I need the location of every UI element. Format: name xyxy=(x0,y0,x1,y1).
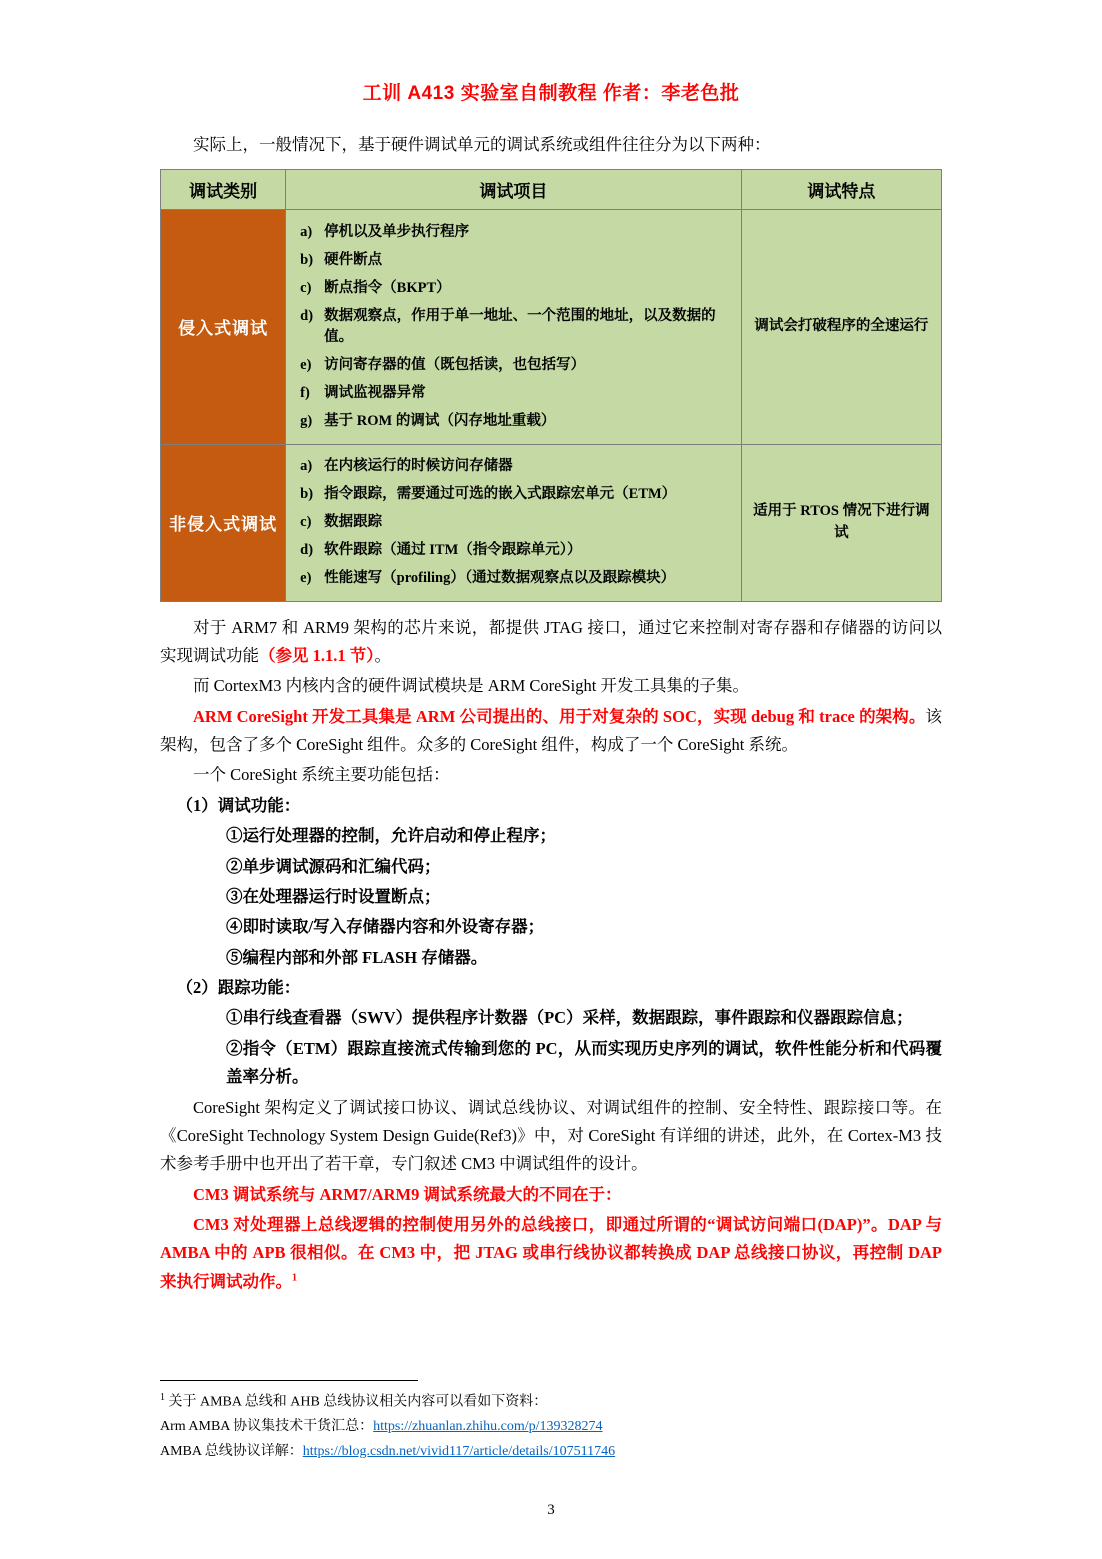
list-item-marker: c) xyxy=(300,514,312,531)
paragraph-jtag-end: 。 xyxy=(374,645,391,665)
list-item xyxy=(300,481,731,509)
debug-function-item-4: ④即时读取/写入存储器内容和外设寄存器； xyxy=(226,917,545,937)
list-item-label: 停机以及单步执行程序 xyxy=(324,223,470,240)
list-item-marker: b) xyxy=(300,486,314,503)
list-item xyxy=(300,379,731,407)
list-item-marker: b) xyxy=(300,251,314,268)
paragraph-jtag-text: 对于 ARM7 和 ARM9 架构的芯片来说，都提供 JTAG 接口，通过它来控制对寄存器和存储器的访问以实现调试功能 xyxy=(160,617,942,665)
table-header-items: 调试项目 xyxy=(286,170,742,210)
list-item xyxy=(300,453,731,481)
coresight-definition-highlight: ARM CoreSight 开发工具集是 ARM 公司提出的、用于对复杂的 SOC，实现 debug 和 trace 的架构。 xyxy=(193,706,926,726)
list-item-label: 软件跟踪（通过 ITM（指令跟踪单元）） xyxy=(324,542,582,559)
footnote-link-zhihu[interactable]: https://zhuanlan.zhihu.com/p/139328274 xyxy=(373,1419,603,1434)
footnote-text: 关于 AMBA 总线和 AHB 总线协议相关内容可以看如下资料： xyxy=(168,1394,548,1410)
table-row xyxy=(161,444,942,601)
footnote-line-2 xyxy=(160,1415,942,1440)
footnote-link-label-amba-detail: AMBA 总线协议详解： xyxy=(160,1443,303,1459)
row-items xyxy=(286,210,742,444)
row-items xyxy=(286,444,742,601)
list-item-marker: e) xyxy=(300,570,312,587)
list-item-marker: g) xyxy=(300,412,313,429)
section-debug-function-title: （1）调试功能： xyxy=(176,795,301,815)
footnote-divider xyxy=(160,1380,418,1381)
coresight-definition-rest: 该架构，包含了多个 CoreSight 组件。众多的 CoreSight 组件，构成了一个 CoreSight 系统。 xyxy=(160,706,942,755)
debug-function-item-3: ③在处理器运行时设置断点； xyxy=(226,886,441,906)
list-item-marker: f) xyxy=(300,384,310,401)
footnote-link-csdn[interactable]: https://blog.csdn.net/vivid117/article/details/107511746 xyxy=(302,1443,616,1459)
list-item-label: 断点指令（BKPT） xyxy=(324,279,451,296)
list-item xyxy=(300,537,731,565)
paragraph-coresight-functions-intro: 一个 CoreSight 系统主要功能包括： xyxy=(193,765,450,785)
list-item xyxy=(300,274,731,302)
list-item-marker: a) xyxy=(300,458,313,474)
list-item-label: 数据跟踪 xyxy=(324,514,383,531)
footnote-area xyxy=(160,1380,942,1464)
paragraph-jtag-reference: （参见 1.1.1 节） xyxy=(259,645,375,665)
list-item-marker: c) xyxy=(300,279,312,296)
paragraph-cm3-dap xyxy=(160,1211,942,1296)
paragraph-coresight-architecture: CoreSight 架构定义了调试接口协议、调试总线协议、对调试组件的控制、安全特性、跟踪接口等。在《CoreSight Technology System Design Guide(Ref3)》中，对 CoreSight 有详细的讲述，此外，在 Cortex-M3 技术参考手册中也开出了若干章，专门叙述 CM3 中调试组件的设计。 xyxy=(160,1097,942,1174)
footnote-line-3 xyxy=(160,1440,942,1465)
intro-paragraph: 实际上，一般情况下，基于硬件调试单元的调试系统或组件往往分为以下两种： xyxy=(193,135,771,154)
list-item-label: 基于 ROM 的调试（闪存地址重载） xyxy=(324,412,556,429)
list-item-label: 数据观察点，作用于单一地址、一个范围的地址，以及数据的值。 xyxy=(324,307,716,345)
list-item-label: 访问寄存器的值（既包括读，也包括写） xyxy=(324,356,586,373)
paragraph-coresight-subset: 而 CortexM3 内核内含的硬件调试模块是 ARM CoreSight 开发工具集的子集。 xyxy=(193,676,749,696)
footnote-link-label-amba: Arm AMBA 协议集技术干货汇总： xyxy=(160,1419,374,1434)
list-item-label: 在内核运行的时候访问存储器 xyxy=(324,458,513,474)
paragraph-jtag xyxy=(160,614,942,671)
section-trace-function-title: （2）跟踪功能： xyxy=(176,978,301,998)
row-feature: 适用于 RTOS 情况下进行调试 xyxy=(741,444,941,601)
list-item xyxy=(300,246,731,274)
list-item-marker: d) xyxy=(300,542,314,559)
cm3-dap-highlight: CM3 对处理器上总线逻辑的控制使用另外的总线接口，即通过所谓的“调试访问端口(DAP)”。DAP 与 AMBA 中的 APB 很相似。在 CM3 中，把 JTAG 或串行线协议都转换成 DAP 总线接口协议，再控制 DAP 来执行调试动作。 xyxy=(160,1215,942,1291)
row-feature: 调试会打破程序的全速运行 xyxy=(741,210,941,444)
debug-function-item-5: ⑤编程内部和外部 FLASH 存储器。 xyxy=(226,947,488,967)
trace-function-item-1: ①串行线查看器（SWV）提供程序计数器（PC）采样，数据跟踪，事件跟踪和仪器跟踪信息； xyxy=(226,1008,913,1028)
debug-function-item-1: ①运行处理器的控制，允许启动和停止程序； xyxy=(226,826,556,846)
list-item-label: 调试监视器异常 xyxy=(324,384,426,401)
trace-function-item-2: ②指令（ETM）跟踪直接流式传输到您的 PC，从而实现历史序列的调试，软件性能分析和代码覆盖率分析。 xyxy=(226,1038,942,1087)
footnote-line-1 xyxy=(160,1389,942,1415)
list-item-label: 指令跟踪，需要通过可选的嵌入式跟踪宏单元（ETM） xyxy=(324,486,677,503)
page-header-title: 工训 A413 实验室自制教程 作者：李老色批 xyxy=(362,83,740,104)
debug-function-item-2: ②单步调试源码和汇编代码； xyxy=(226,856,441,876)
footnote-marker: 1 xyxy=(160,1391,165,1403)
item-list xyxy=(300,453,731,593)
list-item xyxy=(300,302,731,351)
table-header-category: 调试类别 xyxy=(161,170,286,210)
paragraph-cm3-difference-title xyxy=(160,1181,942,1209)
list-item-label: 性能速写（profiling）（通过数据观察点以及跟踪模块） xyxy=(324,570,676,587)
list-item-marker: d) xyxy=(300,307,314,324)
list-item xyxy=(300,351,731,379)
item-list xyxy=(300,218,731,435)
list-item xyxy=(300,407,731,435)
table-row xyxy=(161,210,942,444)
row-category: 侵入式调试 xyxy=(161,210,286,444)
list-item-marker: a) xyxy=(300,223,313,240)
list-item-label: 硬件断点 xyxy=(324,251,383,268)
debug-types-table xyxy=(160,169,942,601)
list-item xyxy=(300,218,731,246)
page-number: 3 xyxy=(547,1502,555,1518)
list-item-marker: e) xyxy=(300,356,312,373)
table-header-row xyxy=(161,170,942,210)
paragraph-coresight-definition xyxy=(160,703,942,760)
list-item xyxy=(300,509,731,537)
row-category: 非侵入式调试 xyxy=(161,444,286,601)
table-header-feature: 调试特点 xyxy=(741,170,941,210)
list-item xyxy=(300,565,731,593)
footnote-reference-marker: 1 xyxy=(292,1272,297,1284)
cm3-difference-highlight: CM3 调试系统与 ARM7/ARM9 调试系统最大的不同在于： xyxy=(193,1184,622,1204)
